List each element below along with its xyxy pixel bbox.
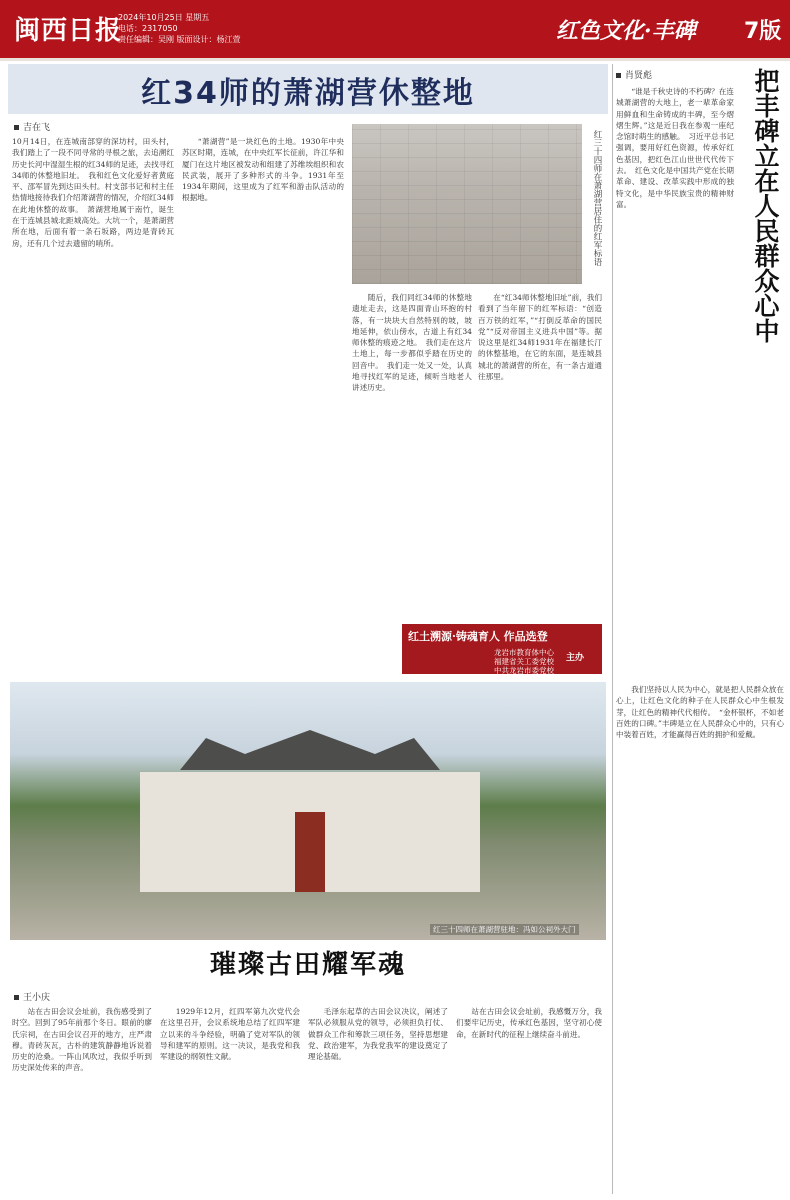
bullet-square-icon: [14, 125, 19, 130]
promo-host: 主办: [566, 653, 585, 663]
bullet-square-icon: [14, 995, 19, 1000]
hall-door-shape: [295, 812, 325, 892]
promo-title: 红土溯源·铸魂育人 作品选登: [408, 630, 548, 643]
main-area: [8, 64, 608, 1194]
article-b-col-3: 毛泽东起草的古田会议决议，阐述了军队必须服从党的领导，必须担负打仗、做群众工作和筹款三项任务，坚持思想建党、政治建军，为我党我军的建设奠定了理论基础。: [308, 1007, 448, 1062]
article-b-title: 璀璨古田耀军魂: [209, 950, 406, 980]
issue-date: 2024年10月25日 星期五: [118, 13, 210, 22]
organizer-3: 中共龙岩市委党校: [494, 666, 554, 675]
article-c-title: 把丰碑立在人民群众心中: [751, 68, 780, 343]
article-a-col-4: 在“红34师休整地旧址”前，我们看到了当年留下的红军标语：“创造百万铁的红军，”“打倒反革命的国民党”“反对帝国主义进兵中国”等。据说这里是红34师1931年在福建长汀的休整基地，在它的东面，是连城县城北的萧湖营的所在，有一条古道通往那里。: [478, 293, 602, 382]
article-a-col-1: 10月14日，在连城南部穿的深坊村，田头村，我们踏上了一段不同寻常的寻根之旅，去追溯红历史长河中湿湿生根的红34师的足迹，去找寻红34师的休整地旧址。 我和红色文化爱好者黄庭平、邵军冒先到达田头村。村支部书记和村主任热情地接待我们介绍萧湖营的情况，介绍红34师在此地休整的故事。 萧湖营地属于南竹，诞生在于连城县城北距城高处。大坑一个，是萧湖营所在地，后面有着一条石坂路，两边是青砖瓦房，还有几个过去遗留的哨所。: [12, 137, 174, 248]
article-c-author: [616, 68, 652, 81]
article-c-col-2: 我们坚持以人民为中心，就是把人民群众放在心上，让红色文化的种子在人民群众心中生根发芽，让红色的精神代代相传。 “金杯银杯，不如老百姓的口碑。”丰碑是立在人民群众心中的，只有心中装着百姓，才能赢得百姓的拥护和爱戴。: [616, 685, 784, 740]
newspaper-logo: 闽西日报: [14, 16, 123, 46]
photo-caption: 红三十四师在萧湖营驻地：冯如公祠外大门: [430, 924, 579, 935]
article-b-col-4: 站在古田会议会址前，我感慨万分，我们要牢记历史，传承红色基因，坚守初心使命，在新时代的征程上继续奋斗前进。: [456, 1007, 602, 1039]
article-a-author: [14, 120, 50, 133]
stone-wall-texture: [352, 124, 582, 284]
masthead-info: [118, 12, 241, 45]
column-divider: [612, 64, 613, 1194]
right-column: [616, 64, 786, 1194]
author-name: 王小庆: [23, 993, 51, 1003]
masthead-divider: [0, 58, 790, 61]
promo-banner: [402, 624, 602, 674]
section-title: 红色文化·丰碑: [556, 18, 696, 44]
article-b-col-1: 站在古田会议会址前，我伤感受到了时空。回到了95年前那个冬日。眼前的廖氏宗祠，在古田会议召开的地方，庄严肃穆。青砖灰瓦，古朴的建筑静静地诉说着历史的沧桑。一阵山风吹过，我似乎听到历史深处传来的声音。: [12, 1007, 152, 1073]
article-b-col-2: 1929年12月，红四军第九次党代会在这里召开，会议系统地总结了红四军建立以来的斗争经验，明确了党对军队的领导和建军的原则。这一决议，是我党和我军建设的纲领性文献。: [160, 1007, 300, 1062]
article-a-col-3: 随后，我们同红34师的休整地遗址走去，这是四面青山环抱的村落，有一块块大自然特别的坡，坡地延伸，依山傍水，古道上有红34师休整的痕迹之地。 我们走在这片土地上，每一步都似乎踏在历史的回音中。 我们走一处又一处，认真地寻找红军的足迹，倾听当地老人讲述历史。: [352, 293, 472, 393]
article-b-author: [14, 990, 50, 1003]
organizer-2: 福建省关工委党校: [494, 657, 554, 666]
author-name: 吉在飞: [23, 123, 51, 133]
masthead: [0, 0, 790, 58]
promo-organizers: [494, 648, 554, 675]
photo-ancestral-hall: [10, 682, 606, 940]
photo-red-slogan-wall: [352, 124, 582, 284]
page-number: 7版: [744, 19, 782, 44]
organizer-1: 龙岩市教育体中心: [494, 648, 554, 657]
article-a-col-2: “萧湖营”是一块红色的土地。1930年中央苏区时期，连城，在中央红军长征前，许江华和厦门在这片地区被发动和组建了苏维埃组织和农民武装，展开了多种形式的斗争。1931年至1934年期间，这里成为了红军和游击队活动的根据地。: [182, 137, 344, 203]
hall-roof-shape: [180, 730, 440, 770]
photo-caption-vertical: 红三十四师在萧湖营居住的红军标语: [592, 130, 602, 266]
article-c-col-1: “谁是千秋史诗的不朽碑？在连城萧湖营的大地上，老一辈革命家用鲜血和生命铸成的丰碑，至今熠熠生辉。”这是近日我在参观一座纪念馆时萌生的感触。 习近平总书记强调，要用好红色资源，传承好红色基因，把红色江山世世代代传下去。 红色文化是中国共产党在长期革命、建设、改革实践中形成的独特文化，是中华民族宝贵的精神财富。: [616, 87, 734, 209]
article-a-header: [8, 64, 608, 114]
editor-line: 责任编辑：吴刚 版面设计：杨江萱: [118, 35, 241, 44]
bullet-square-icon: [616, 73, 621, 78]
phone-line: 电话：2317050: [118, 24, 178, 33]
author-name: 肖贤彪: [625, 71, 653, 81]
article-a-title: 红34师的萧湖营休整地: [141, 76, 475, 111]
